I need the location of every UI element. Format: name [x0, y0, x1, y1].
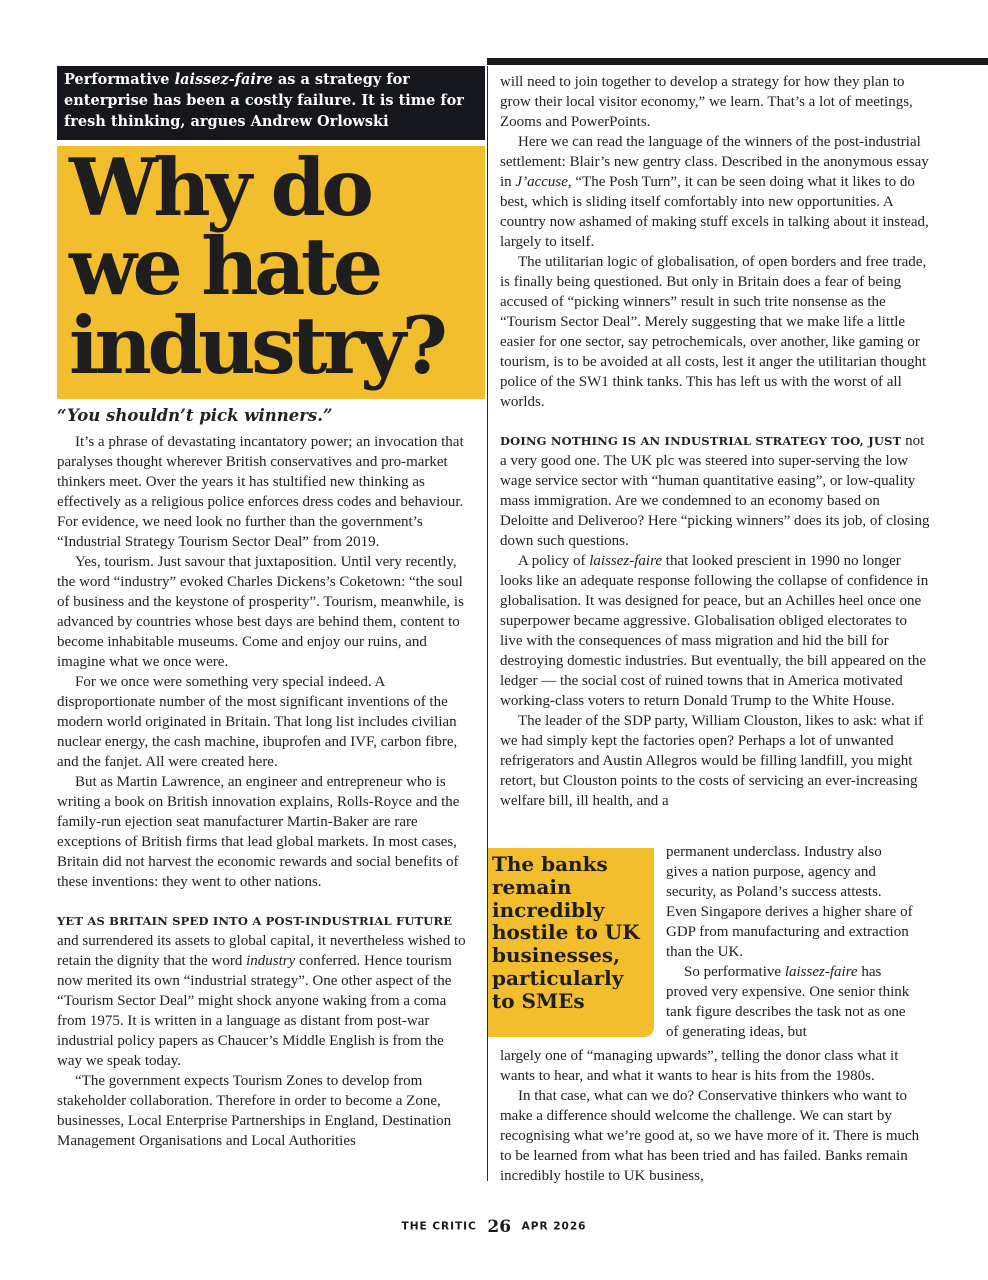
headline-line-2: we hate [69, 220, 379, 313]
paragraph: Yes, tourism. Just savour that juxtaposition. Until very recently, the word “industry” evoked Charles Dickens’s Coketown: “the soul of business and the keystone of prosperity”. Tourism, meanwhile, is advanced by countries whose best days are behind them, content to become inhabitable museums. Come and enjoy our ruins, and imagine what we once were. [57, 554, 464, 670]
section-subhead: DOING NOTHING IS AN INDUSTRIAL STRATEGY TOO, JUST [500, 434, 902, 448]
paragraph: YET AS BRITAIN SPED INTO A POST-INDUSTRIAL FUTURE and surrendered its assets to global capital, it nevertheless wished to retain the dignity that the word industry conferred. Hence tourism now merited its own “industrial strategy”. One other aspect of the “Tourism Sector Deal” might shock anyone waking from a coma from 1975. It is written in a language as distant from post-war industrial policy papers as Chaucer’s Middle English is from the way we speak today. [57, 914, 466, 1069]
pull-quote-line: particularly [492, 965, 624, 990]
paragraph: will need to join together to develop a strategy for how they plan to grow their local visitor economy,” we learn. That’s a lot of meetings, Zooms and PowerPoints. [500, 74, 913, 130]
pull-quote-line: to SMEs [492, 988, 585, 1013]
column-right-bottom [500, 1046, 930, 1186]
page-number: 26 [487, 1216, 512, 1237]
pull-quote-line: businesses, [492, 943, 621, 968]
paragraph: Here we can read the language of the winners of the post-industrial settlement: Blair’s new gentry class. Described in the anonymous essay in J’accuse, “The Posh Turn”, it can be seen doing what it likes to do best, which is sliding itself comfortably into new opportunities. A country now ashamed of making stuff excels in talking about it instead, largely to itself. [500, 134, 929, 250]
paragraph: The utilitarian logic of globalisation, of open borders and free trade, is finally being questioned. But only in Britain does a fear of being accused of “picking winners” result in such trite nonsense as the “Tourism Sector Deal”. Merely suggesting that we make life a little easier for one sector, say petrochemicals, over another, like gaming or tourism, is to be avoided at all costs, lest it anger the utilitarian thought police of the SW1 think tanks. This has left us with the worst of all worlds. [500, 254, 927, 410]
paragraph: “The government expects Tourism Zones to develop from stakeholder collaboration. Therefore in order to become a Zone, businesses, Local Enterprise Partnerships in England, Destination Management Organisations and Local Authorities [57, 1073, 452, 1149]
section-subhead: YET AS BRITAIN SPED INTO A POST-INDUSTRIAL FUTURE [57, 914, 453, 928]
paragraph: DOING NOTHING IS AN INDUSTRIAL STRATEGY TOO, JUST not a very good one. The UK plc was steered into super-serving the low wage service sector with “human quantitative easing”, or low-quality mass immigration. Are we condemned to an economy based on Deloitte and Deliveroo? Here “picking winners” does its job, of closing down such questions. [500, 433, 930, 549]
standfirst-italic: laissez-faire [174, 71, 273, 88]
standfirst-text-2: as a strategy for enterprise has been a costly failure. It is time for fresh thinking, argues Andrew Orlowski [64, 71, 464, 130]
wrapped-text [666, 842, 916, 1042]
paragraph: But as Martin Lawrence, an engineer and entrepreneur who is writing a book on British innovation explains, Rolls-Royce and the family-run ejection seat manufacturer Martin-Baker are rare exceptions of British firms that lead global markets. In most cases, Britain did not harvest the economic rewards and social benefits of these inventions: they went to other nations. [57, 774, 460, 890]
pull-quote-line: remain [492, 874, 572, 899]
pull-quote-line: incredibly [492, 897, 605, 922]
pull-quote-line: The banks [492, 852, 608, 876]
magazine-name: THE CRITIC [401, 1220, 477, 1233]
headline [57, 146, 485, 399]
standfirst-text-1: Performative [64, 71, 175, 88]
page-footer [0, 1216, 988, 1237]
column-left [57, 432, 469, 1151]
pull-quote [488, 848, 654, 1037]
paragraph: largely one of “managing upwards”, telling the donor class what it wants to hear, and what it wants to hear is hits from the 1980s. [500, 1048, 899, 1084]
paragraph: The leader of the SDP party, William Clouston, likes to ask: what if we had simply kept the factories open? Perhaps a lot of unwanted refrigerators and Austin Allegros would be filling landfill, you might retort, but Clouston points to the costs of servicing an ever-increasing welfare bill, ill health, and a [500, 713, 924, 809]
paragraph: permanent underclass. Industry also gives a nation purpose, agency and security, as Poland’s success attests. Even Singapore derives a higher share of GDP from manufacturing and extraction than the UK. [666, 844, 913, 960]
paragraph: In that case, what can we do? Conservative thinkers who want to make a difference should welcome the challenge. We can start by recognising what we’re good at, so we have more of it. There is much to be learned from what has been tried and has failed. Banks remain incredibly hostile to UK business, [500, 1088, 920, 1184]
headline-line-3: industry? [69, 299, 444, 392]
opening-quote: “You shouldn’t pick winners.” [57, 406, 333, 425]
top-rule [487, 58, 988, 65]
standfirst [57, 66, 485, 140]
paragraph: So performative laissez-faire has proved very expensive. One senior think tank figure describes the task not as one of generating ideas, but [666, 964, 910, 1040]
paragraph: It’s a phrase of devastating incantatory power; an invocation that paralyses thought wherever British conservatives and pro-market thinkers meet. Over the years it has stultified new thinking as effectively as a religious police enforces dress codes and behaviour. For evidence, we need look no further than the government’s “Industrial Strategy Tourism Sector Deal” from 2019. [57, 434, 464, 550]
pull-quote-line: hostile to UK [492, 920, 640, 945]
paragraph: A policy of laissez-faire that looked prescient in 1990 no longer looks like an adequate response following the collapse of confidence in globalisation. It was designed for peace, but an Achilles heel once one superpower became aggressive. Globalisation obliged electorates to live with the consequences of mass migration and hid the bill for destroying domestic industries. But eventually, the bill appeared on the ledger — the social cost of ruined towns that in America motivated working-class voters to return Donald Trump to the White House. [500, 553, 929, 709]
paragraph: For we once were something very special indeed. A disproportionate number of the most significant inventions of the modern world originated in Britain. That long list includes civilian nuclear energy, the cash machine, ibuprofen and IVF, carbon fibre, and the fanjet. All were created here. [57, 674, 458, 770]
column-right [500, 72, 930, 811]
headline-line-1: Why do [69, 146, 370, 234]
issue-date: APR 2026 [521, 1220, 587, 1233]
